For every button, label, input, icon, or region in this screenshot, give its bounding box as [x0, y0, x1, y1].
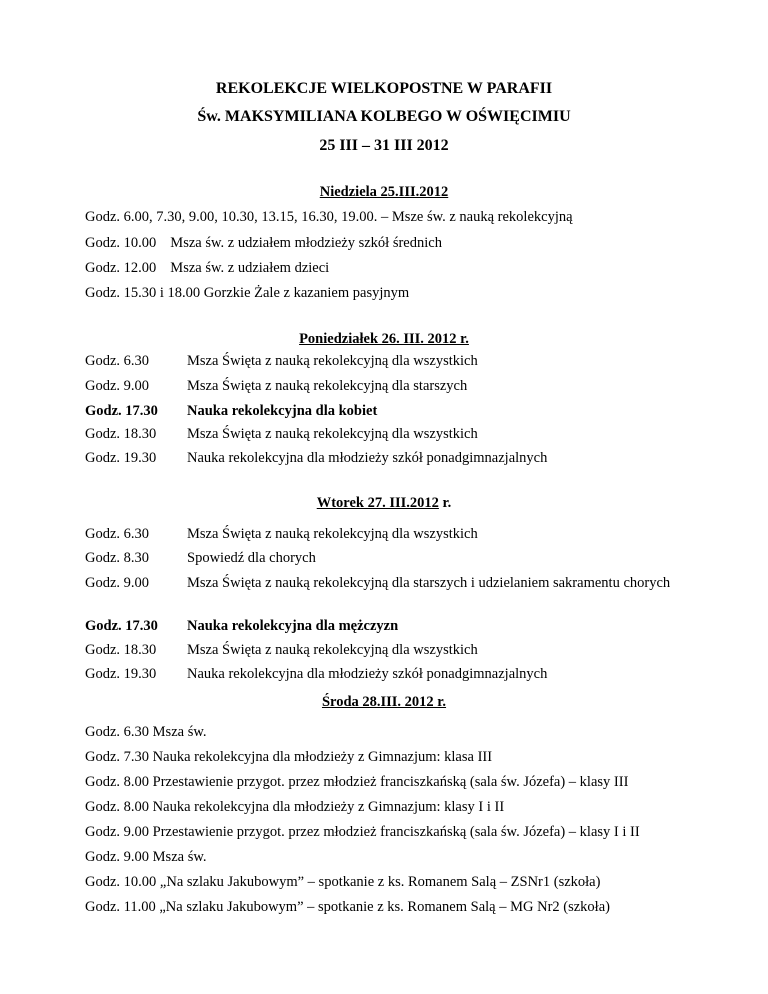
document-date-range: 25 III – 31 III 2012	[319, 137, 449, 154]
schedule-desc: Msza Święta z nauką rekolekcyjną dla wszystkich	[187, 426, 478, 442]
sunday-line: Godz. 15.30 i 18.00 Gorzkie Żale z kazaniem pasyjnym	[85, 285, 410, 301]
schedule-time: Godz. 9.00	[85, 575, 150, 591]
wednesday-heading: Środa 28.III. 2012 r.	[321, 694, 447, 710]
sunday-time: Godz. 12.00	[85, 260, 157, 276]
wednesday-line: Godz. 9.00 Msza św.	[85, 849, 207, 865]
sunday-heading: Niedziela 25.III.2012	[319, 184, 449, 200]
schedule-desc: Msza Święta z nauką rekolekcyjną dla wszystkich	[187, 353, 478, 369]
schedule-desc: Nauka rekolekcyjna dla mężczyzn	[187, 618, 399, 634]
wednesday-line: Godz. 7.30 Nauka rekolekcyjna dla młodzieży z Gimnazjum: klasa III	[85, 749, 493, 765]
schedule-time: Godz. 9.00	[85, 378, 150, 394]
schedule-desc: Nauka rekolekcyjna dla młodzieży szkół ponadgimnazjalnych	[187, 666, 548, 682]
schedule-desc: Msza Święta z nauką rekolekcyjną dla starszych	[187, 378, 468, 394]
wednesday-line: Godz. 8.00 Przestawienie przygot. przez młodzież franciszkańską (sala św. Józefa) – klasy III	[85, 774, 629, 790]
sunday-desc: Msza św. z udziałem młodzieży szkół średnich	[170, 235, 442, 251]
wednesday-line: Godz. 10.00 „Na szlaku Jakubowym” – spotkanie z ks. Romanem Salą – ZSNr1 (szkoła)	[85, 874, 601, 890]
schedule-time: Godz. 6.30	[85, 353, 150, 369]
schedule-time: Godz. 8.30	[85, 550, 150, 566]
schedule-time: Godz. 6.30	[85, 526, 150, 542]
sunday-line	[85, 260, 329, 277]
schedule-time: Godz. 17.30	[85, 618, 158, 634]
monday-heading: Poniedziałek 26. III. 2012 r.	[299, 331, 469, 347]
schedule-time: Godz. 17.30	[85, 403, 158, 419]
schedule-desc: Msza Święta z nauką rekolekcyjną dla wszystkich	[187, 642, 478, 658]
schedule-time: Godz. 19.30	[85, 450, 157, 466]
sunday-line: Godz. 6.00, 7.30, 9.00, 10.30, 13.15, 16.30, 19.00. – Msze św. z nauką rekolekcyjną	[85, 209, 573, 225]
sunday-line	[85, 235, 442, 252]
schedule-desc: Spowiedź dla chorych	[187, 550, 316, 566]
document-title-line-1: REKOLEKCJE WIELKOPOSTNE W PARAFII	[215, 80, 553, 97]
tuesday-heading: Wtorek 27. III.2012 r.	[316, 495, 452, 511]
wednesday-line: Godz. 9.00 Przestawienie przygot. przez młodzież franciszkańską (sala św. Józefa) – klasy I i II	[85, 824, 640, 840]
wednesday-line: Godz. 8.00 Nauka rekolekcyjna dla młodzieży z Gimnazjum: klasy I i II	[85, 799, 505, 815]
schedule-desc: Nauka rekolekcyjna dla kobiet	[187, 403, 378, 419]
schedule-desc: Msza Święta z nauką rekolekcyjną dla starszych i udzielaniem sakramentu chorych	[187, 575, 671, 591]
schedule-time: Godz. 18.30	[85, 642, 157, 658]
sunday-desc: Msza św. z udziałem dzieci	[170, 260, 330, 276]
wednesday-line: Godz. 11.00 „Na szlaku Jakubowym” – spotkanie z ks. Romanem Salą – MG Nr2 (szkoła)	[85, 899, 610, 915]
wednesday-line: Godz. 6.30 Msza św.	[85, 724, 207, 740]
schedule-time: Godz. 18.30	[85, 426, 157, 442]
sunday-time: Godz. 10.00	[85, 235, 157, 251]
document-title-line-2: Św. MAKSYMILIANA KOLBEGO W OŚWIĘCIMIU	[197, 108, 571, 125]
schedule-desc: Nauka rekolekcyjna dla młodzieży szkół ponadgimnazjalnych	[187, 450, 548, 466]
schedule-desc: Msza Święta z nauką rekolekcyjną dla wszystkich	[187, 526, 478, 542]
schedule-time: Godz. 19.30	[85, 666, 157, 682]
